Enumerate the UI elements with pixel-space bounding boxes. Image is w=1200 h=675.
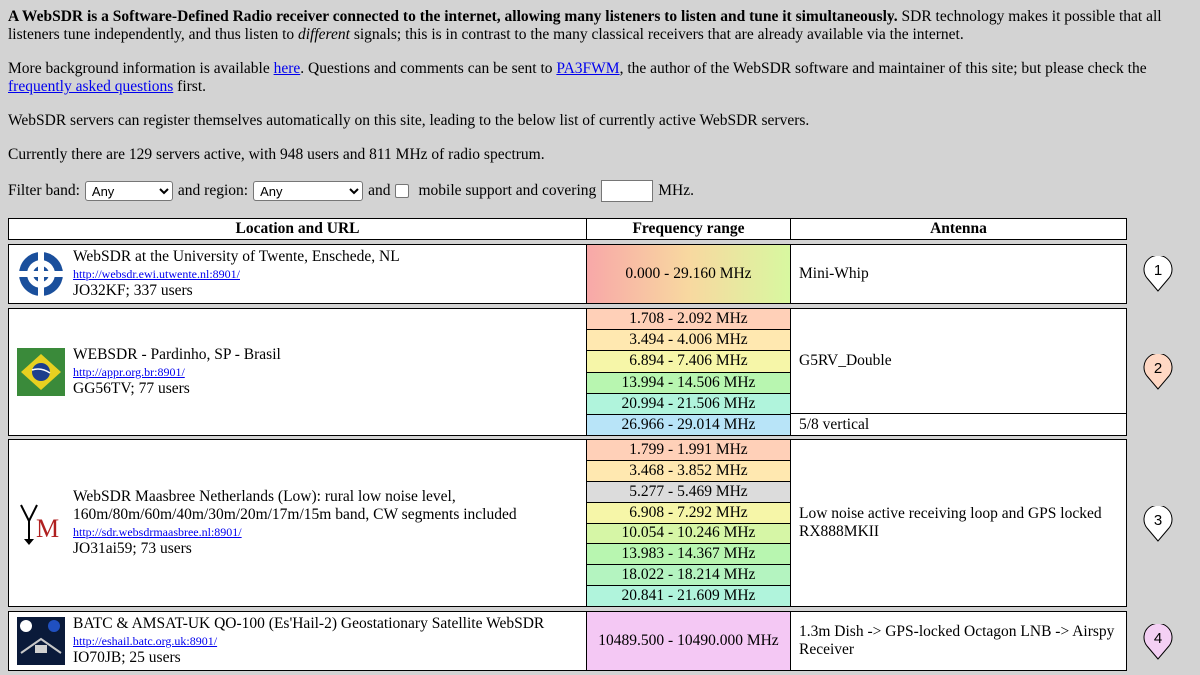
frequency-range: 13.994 - 14.506 MHz (587, 373, 790, 394)
intro-text: SDR technology makes it possible that all listeners tune independently, and thus listen to (8, 8, 1162, 43)
intro-text: signals; this is in contrast to the many classical receivers that are already available via the internet. (349, 26, 964, 43)
intro-text: More background information is available (8, 60, 274, 77)
map-pin-2[interactable] (1143, 354, 1173, 384)
intro-paragraph-3: WebSDR servers can register themselves automatically on this site, leading to the below list of currently active WebSDR servers. (8, 112, 810, 129)
server-row-twente (8, 244, 1127, 304)
frequency-range: 20.994 - 21.506 MHz (587, 394, 790, 415)
frequency-range: 10.054 - 10.246 MHz (587, 524, 790, 545)
server-url-link[interactable]: http://eshail.batc.org.uk:8901/ (73, 634, 218, 648)
server-meta: IO70JB; 25 users (73, 649, 181, 666)
server-info (73, 615, 586, 667)
here-link[interactable]: here (273, 60, 301, 77)
frequency-range: 0.000 - 29.160 MHz (587, 245, 790, 303)
location-cell (9, 612, 587, 670)
frequency-range: 20.841 - 21.609 MHz (587, 586, 790, 606)
frequency-range: 6.894 - 7.406 MHz (587, 351, 790, 372)
server-name: WebSDR at the University of Twente, Enschede, NL (73, 248, 400, 265)
server-name: BATC & AMSAT-UK QO-100 (Es'Hail-2) Geostationary Satellite WebSDR (73, 615, 545, 632)
intro-bold-text: A WebSDR is a Software-Defined Radio receiver connected to the internet, allowing many listeners to listen and tune it simultaneously. (8, 8, 898, 25)
region-label: and region: (177, 182, 249, 199)
frequency-range: 26.966 - 29.014 MHz (587, 415, 790, 435)
and-label: and (368, 182, 391, 199)
map-pin-label: 2 (1153, 360, 1163, 377)
antenna-cell (791, 245, 1126, 303)
frequency-range: 13.983 - 14.367 MHz (587, 544, 790, 565)
server-meta: GG56TV; 77 users (73, 380, 190, 397)
frequency-cell (587, 440, 791, 606)
frequency-range: 1.799 - 1.991 MHz (587, 440, 790, 461)
frequency-range: 18.022 - 18.214 MHz (587, 565, 790, 586)
header-antenna: Antenna (930, 220, 987, 237)
server-stats: Currently there are 129 servers active, with 948 users and 811 MHz of radio spectrum. (8, 146, 545, 163)
server-row-maasbree (8, 439, 1127, 607)
server-row-qo100 (8, 611, 1127, 671)
location-cell (9, 245, 587, 303)
map-pin-label: 1 (1153, 262, 1163, 279)
page (0, 0, 1200, 202)
svg-text:M: M (36, 514, 60, 543)
server-url-link[interactable]: http://sdr.websdrmaasbree.nl:8901/ (73, 525, 242, 539)
map-pin-1[interactable] (1143, 256, 1173, 286)
antenna-cell (791, 440, 1126, 606)
location-cell (9, 440, 587, 606)
antenna-m-logo-icon (17, 499, 65, 547)
mobile-support-label: mobile support and covering (418, 182, 597, 199)
server-meta: JO32KF; 337 users (73, 282, 193, 299)
antenna-label: Low noise active receiving loop and GPS locked RX888MKII (799, 505, 1102, 540)
utwente-logo-icon (17, 250, 65, 298)
intro-text: , the author of the WebSDR software and maintainer of this site; but please check the (619, 60, 1147, 77)
header-frequency: Frequency range (587, 219, 791, 239)
frequency-range: 1.708 - 2.092 MHz (587, 309, 790, 330)
intro-emphasis: different (298, 26, 350, 43)
frequency-range: 3.494 - 4.006 MHz (587, 330, 790, 351)
server-info (73, 346, 586, 398)
filter-band-label: Filter band: (8, 182, 80, 199)
frequency-range: 6.908 - 7.292 MHz (587, 503, 790, 524)
map-pin-label: 4 (1153, 630, 1163, 647)
server-meta: JO31ai59; 73 users (73, 540, 192, 557)
frequency-range: 10489.500 - 10490.000 MHz (587, 612, 790, 670)
server-url-link[interactable]: http://appr.org.br:8901/ (73, 365, 185, 379)
intro-paragraph-2 (8, 60, 1192, 96)
header-location: Location and URL (9, 219, 587, 239)
antenna-cell (791, 309, 1126, 435)
antenna-label: G5RV_Double (791, 309, 1126, 414)
antenna-label: Mini-Whip (799, 265, 869, 282)
antenna-cell (791, 612, 1126, 670)
frequency-cell (587, 309, 791, 435)
map-pin-4[interactable] (1143, 624, 1173, 654)
antenna-label: 5/8 vertical (799, 415, 870, 433)
frequency-cell (587, 612, 791, 670)
intro-text: . Questions and comments can be sent to (300, 60, 557, 77)
frequency-range: 3.468 - 3.852 MHz (587, 461, 790, 482)
mhz-label: MHz. (658, 182, 694, 199)
server-info (73, 248, 586, 300)
faq-link[interactable]: frequently asked questions (8, 78, 174, 95)
frequency-cell (587, 245, 791, 303)
table-header (8, 218, 1127, 240)
satellite-logo-icon (17, 617, 65, 665)
brazil-flag-icon (17, 348, 65, 396)
mobile-support-checkbox[interactable] (395, 184, 409, 198)
map-pin-label: 3 (1153, 512, 1163, 529)
intro-paragraph-1 (8, 8, 1192, 44)
antenna-label: 1.3m Dish -> GPS-locked Octagon LNB -> Airspy Receiver (799, 623, 1115, 658)
mhz-input[interactable] (601, 180, 653, 202)
server-url-link[interactable]: http://websdr.ewi.utwente.nl:8901/ (73, 267, 240, 281)
region-select[interactable] (253, 181, 363, 201)
location-cell (9, 309, 587, 435)
server-row-pardinho (8, 308, 1127, 436)
server-info (73, 488, 586, 558)
filter-bar (8, 180, 1192, 202)
server-name: WEBSDR - Pardinho, SP - Brasil (73, 346, 281, 363)
server-name: WebSDR Maasbree Netherlands (Low): rural low noise level, 160m/80m/60m/40m/30m/20m/17m/15m band, CW segments included (73, 488, 517, 523)
map-pin-3[interactable] (1143, 506, 1173, 536)
intro-text: first. (173, 78, 207, 95)
frequency-range: 5.277 - 5.469 MHz (587, 482, 790, 503)
pa3fwm-link[interactable]: PA3FWM (556, 60, 620, 77)
band-select[interactable] (85, 181, 173, 201)
